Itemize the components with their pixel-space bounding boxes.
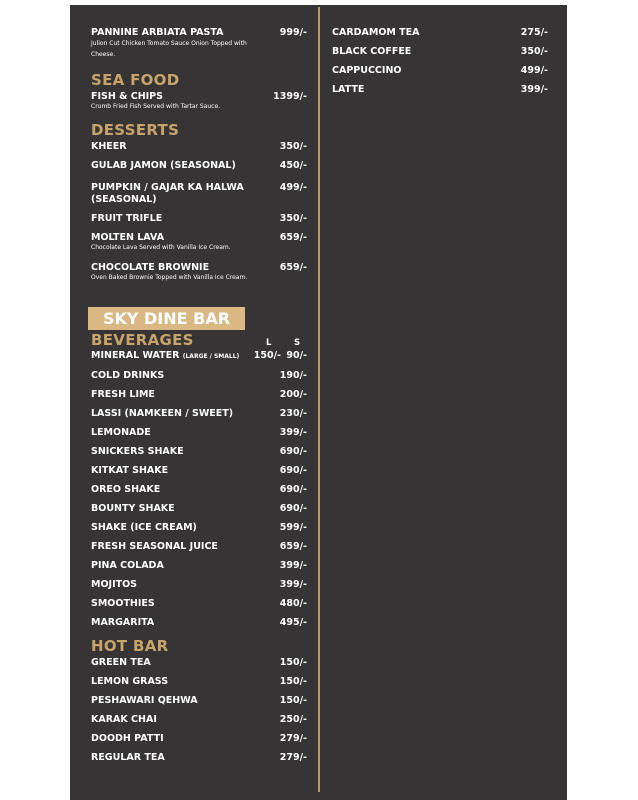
menu-item-price: 350/- [279, 213, 307, 224]
menu-item-name: MOLTEN LAVA [91, 232, 165, 243]
column-header-small: S [294, 338, 301, 348]
menu-item-name: SHAKE (ICE CREAM) [91, 522, 197, 533]
menu-item-name: PUMPKIN / GAJAR KA HALWA [91, 182, 244, 193]
menu-item-price: 659/- [279, 541, 307, 552]
section-heading-sea-food: SEA FOOD [91, 71, 180, 89]
menu-item-name: KHEER [91, 141, 127, 152]
menu-item-price: 999/- [279, 27, 307, 38]
bar-title-banner [88, 307, 245, 330]
menu-item-price: 275/- [520, 27, 548, 38]
menu-item-name: KARAK CHAI [91, 714, 157, 725]
menu-item-name: CAPPUCCINO [332, 65, 402, 76]
menu-item-name: LEMON GRASS [91, 676, 169, 687]
menu-item-name: GULAB JAMON (SEASONAL) [91, 160, 236, 171]
menu-item-name: REGULAR TEA [91, 752, 165, 763]
menu-item-name: FRUIT TRIFLE [91, 213, 163, 224]
menu-item-name: LATTE [332, 84, 365, 95]
menu-item-price: 599/- [279, 522, 307, 533]
menu-item-name: SNICKERS SHAKE [91, 446, 184, 457]
menu-item-name: COLD DRINKS [91, 370, 165, 381]
menu-item-price: 659/- [279, 232, 307, 243]
menu-item-price: 399/- [279, 560, 307, 571]
menu-item-name: PESHAWARI QEHWA [91, 695, 198, 706]
menu-item-description: Oven Baked Brownie Topped with Vanilla Ice Cream. [91, 274, 248, 281]
menu-item-name: PINA COLADA [91, 560, 164, 571]
menu-item-price: 150/- [279, 657, 307, 668]
menu-item-price: 279/- [279, 733, 307, 744]
menu-item-name: SMOOTHIES [91, 598, 155, 609]
menu-item-price: 230/- [279, 408, 307, 419]
menu-item-price: 659/- [279, 262, 307, 273]
menu-item-name: PANNINE ARBIATA PASTA [91, 27, 224, 38]
section-heading-beverages: BEVERAGES [91, 331, 194, 349]
menu-item-name: MARGARITA [91, 617, 155, 628]
menu-item-price: 399/- [520, 84, 548, 95]
menu-item-name-text: MINERAL WATER [91, 350, 180, 361]
bar-title: SKY DINE BAR [102, 309, 231, 328]
menu-item-price: 690/- [279, 465, 307, 476]
menu-item-price: 480/- [279, 598, 307, 609]
menu-item-price: 399/- [279, 579, 307, 590]
menu-item-price: 399/- [279, 427, 307, 438]
menu-item-price: 150/- [279, 676, 307, 687]
column-divider [318, 7, 320, 792]
menu-item-price: 250/- [279, 714, 307, 725]
menu-item-name: LASSI (NAMKEEN / SWEET) [91, 408, 234, 419]
menu-item-price-small: 90/- [286, 350, 307, 361]
menu-item-price: 1399/- [273, 91, 307, 102]
menu-item-description: Crumb Fried Fish Served with Tartar Sauce. [91, 103, 221, 110]
menu-item-description: Chocolate Lava Served with Vanilla Ice Cream. [91, 244, 231, 251]
menu-item-price: 350/- [279, 141, 307, 152]
menu-item-price-large: 150/- [253, 350, 281, 361]
menu-item-price: 450/- [279, 160, 307, 171]
menu-item-name: LEMONADE [91, 427, 151, 438]
menu-item-name: FISH & CHIPS [91, 91, 163, 102]
menu-item-price: 499/- [279, 182, 307, 193]
menu-item-name-continued: (SEASONAL) [91, 194, 157, 205]
menu-item-name: BOUNTY SHAKE [91, 503, 175, 514]
menu-item-price: 690/- [279, 446, 307, 457]
menu-item-name: DOODH PATTI [91, 733, 164, 744]
menu-item-name: FRESH LIME [91, 389, 155, 400]
section-heading-hot-bar: HOT BAR [91, 637, 169, 655]
menu-item-price: 190/- [279, 370, 307, 381]
column-header-large: L [266, 338, 272, 348]
menu-item-name: FRESH SEASONAL JUICE [91, 541, 218, 552]
menu-item-price: 200/- [279, 389, 307, 400]
menu-item-name: GREEN TEA [91, 657, 151, 668]
menu-item-price: 495/- [279, 617, 307, 628]
menu-item-name: CARDAMOM TEA [332, 27, 420, 38]
menu-item-name-suffix: (LARGE / SMALL) [182, 353, 240, 360]
menu-item-name: CHOCOLATE BROWNIE [91, 262, 210, 273]
menu-item-name: KITKAT SHAKE [91, 465, 169, 476]
menu-item-price: 499/- [520, 65, 548, 76]
menu-item-description: Julion Cut Chicken Tomato Sauce Onion Topped with Cheese. [91, 40, 247, 58]
menu-item-name: MOJITOS [91, 579, 137, 590]
menu-item-name: OREO SHAKE [91, 484, 161, 495]
menu-item-price: 350/- [520, 46, 548, 57]
menu-item-name [91, 350, 239, 361]
section-heading-desserts: DESSERTS [91, 121, 180, 139]
menu-item-price: 690/- [279, 484, 307, 495]
menu-item-price: 150/- [279, 695, 307, 706]
menu-item-name: BLACK COFFEE [332, 46, 412, 57]
menu-item-price: 690/- [279, 503, 307, 514]
menu-item-price: 279/- [279, 752, 307, 763]
